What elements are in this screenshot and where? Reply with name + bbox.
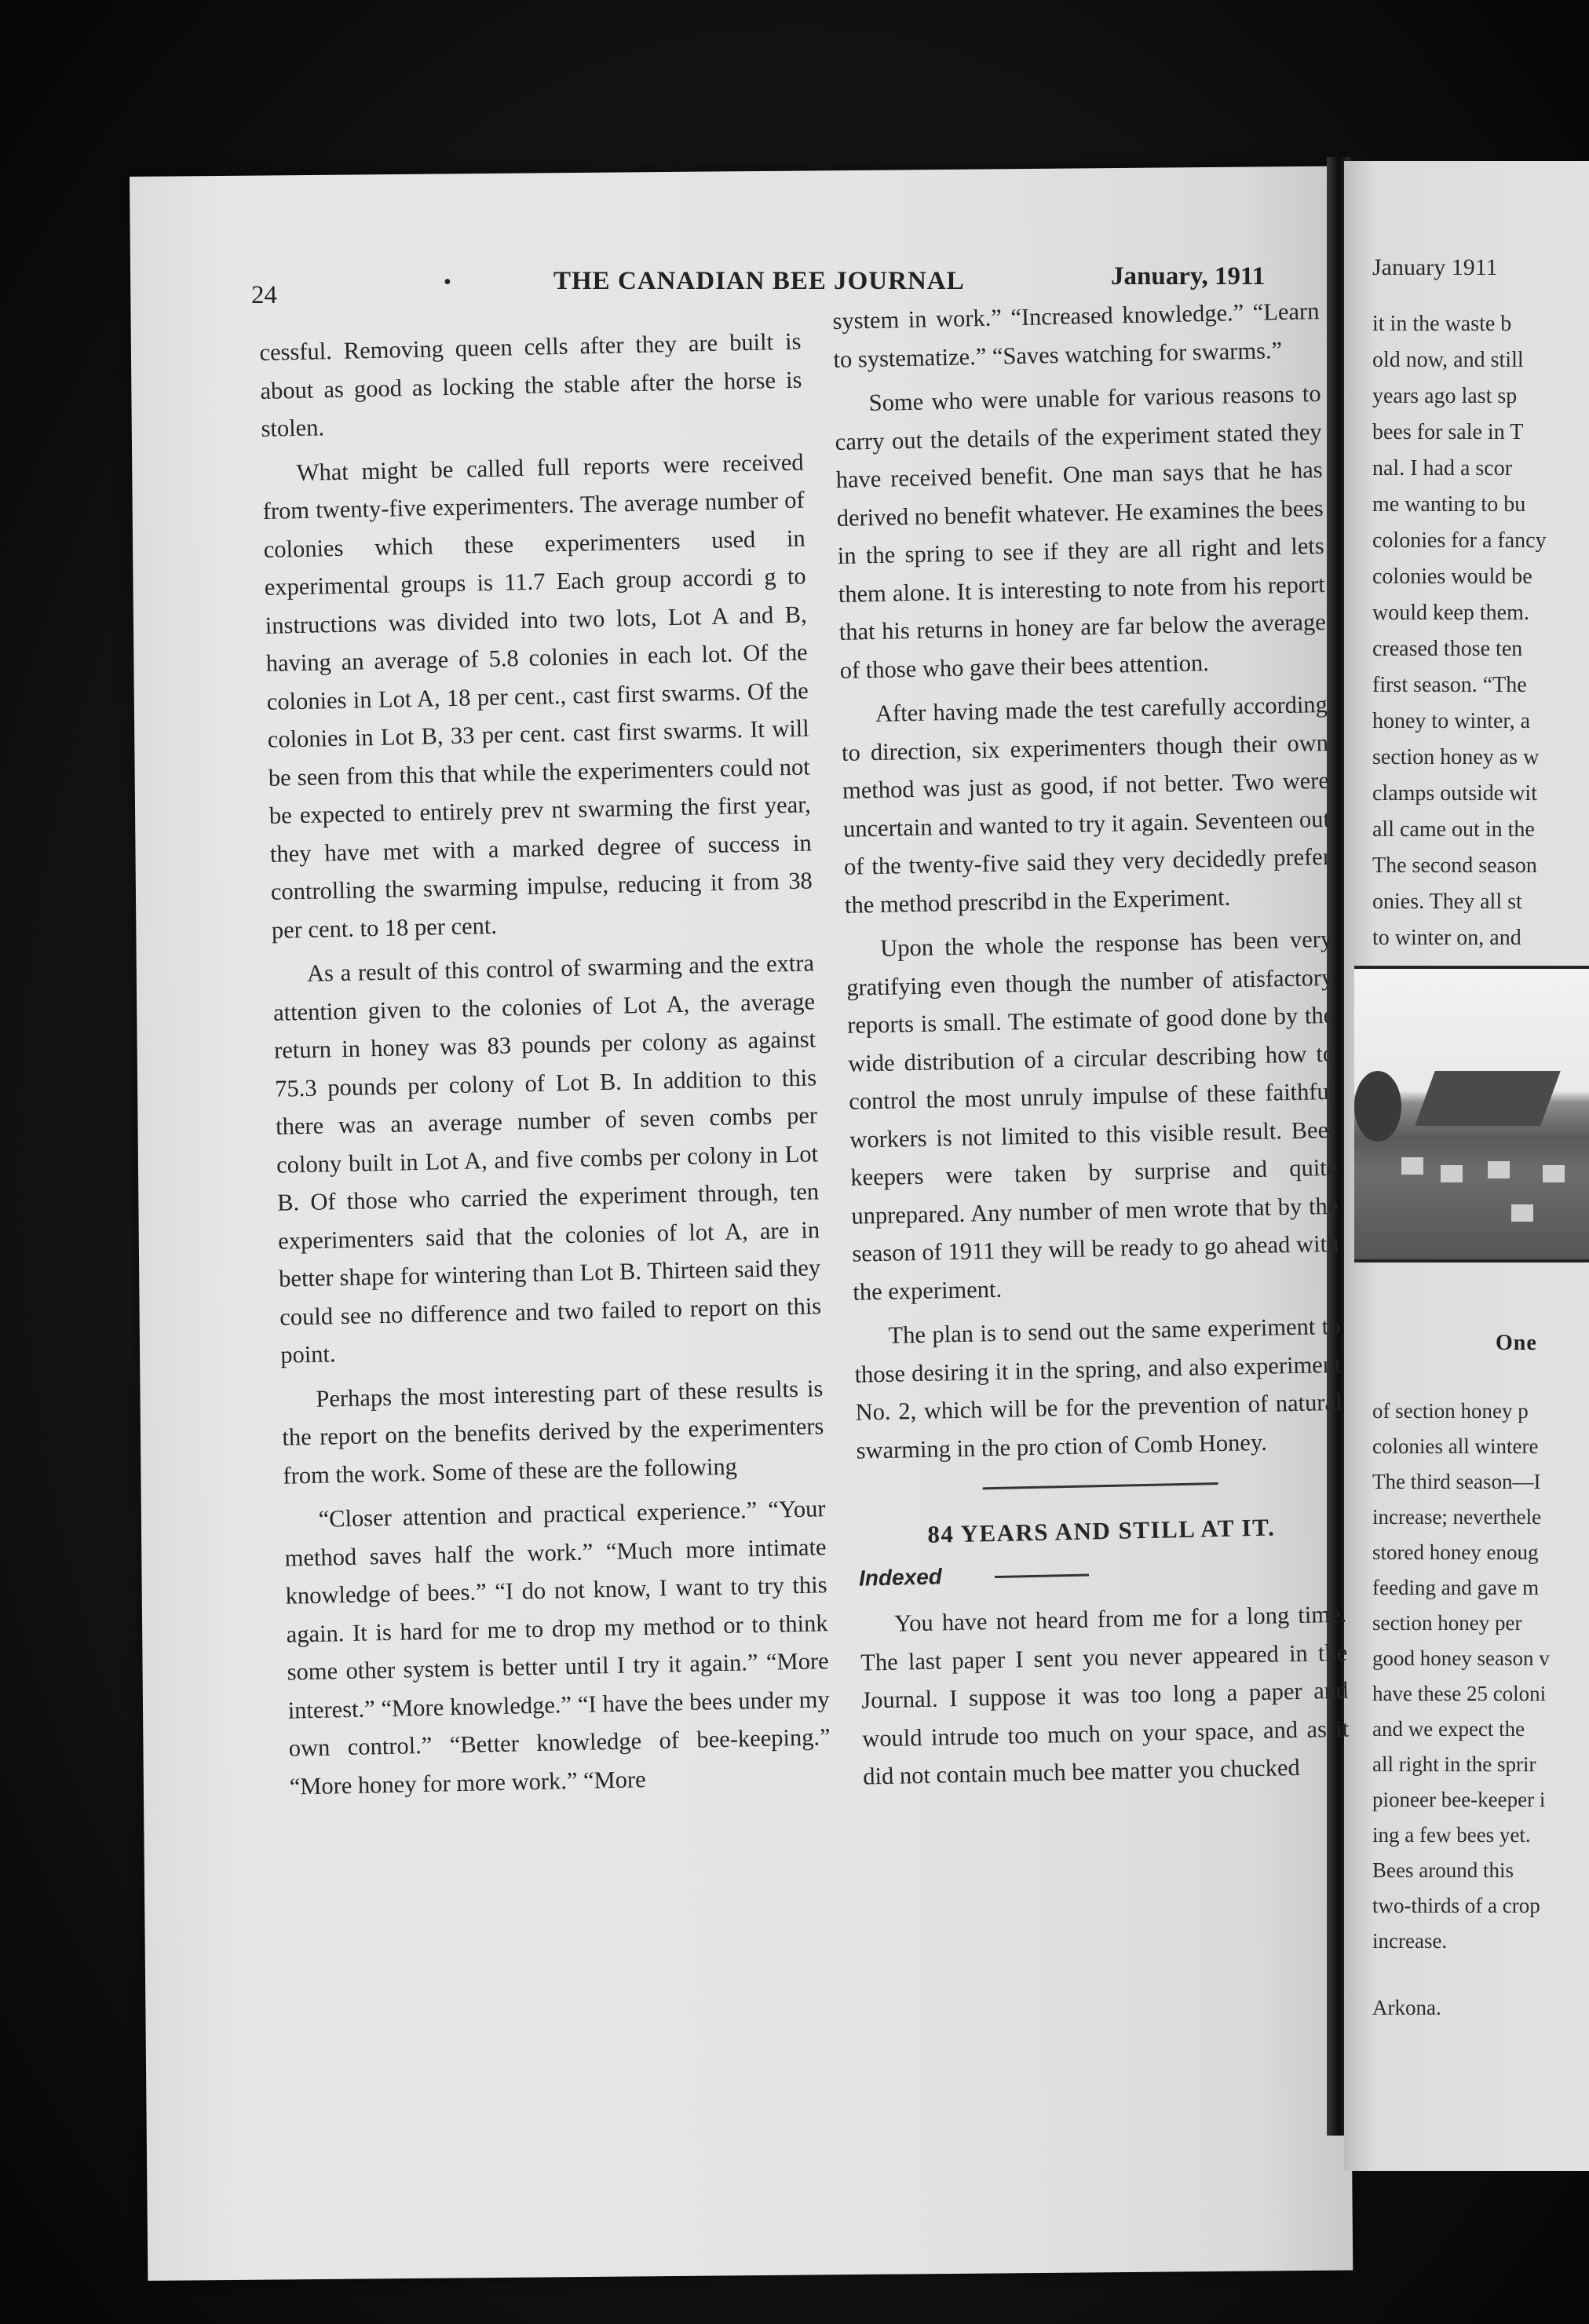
- text-line: of section honey p: [1372, 1399, 1529, 1423]
- right-page-top-text: [1372, 306, 1547, 956]
- text-line: colonies would be: [1372, 565, 1532, 589]
- paragraph: As a result of this control of swarming and the extra attention given to the colonies of Lot A, the average return in honey was 83 pounds per colony as against 75.3 pounds per colony of Lot B. In addition to this there was an average number of seven combs per colony built in Lot A, and five combs per colony in Lot B. Of those who carried the experiment through, ten experimenters said that the colonies of lot A, are in better shape for wintering than Lot B. Thirteen said they could see no difference and two failed to report on this point.: [272, 949, 822, 1368]
- header-dot: •: [444, 270, 451, 294]
- text-line: feeding and gave m: [1372, 1576, 1540, 1599]
- text-line: onies. They all st: [1372, 890, 1522, 914]
- text-line: it in the waste b: [1372, 312, 1512, 336]
- indexed-stamp-row: [859, 1548, 1346, 1597]
- hive-shape: [1488, 1161, 1510, 1178]
- paragraph: You have not heard from me for a long time. The last paper I sent you never appeared in the Journal. I suppose it was too long a paper and would intrude too much on your space, and as it did not contain much bee matter you chucked: [860, 1600, 1350, 1790]
- section-divider: [983, 1482, 1218, 1489]
- hive-shape: [1543, 1165, 1565, 1182]
- journal-title: THE CANADIAN BEE JOURNAL: [553, 267, 965, 295]
- house-roof: [1415, 1071, 1560, 1126]
- text-line: and we expect the: [1372, 1717, 1525, 1741]
- paragraph: Some who were unable for various reasons to carry out the details of the experiment stated they have received benefit. One man says that he has derived no benefit whatever. He examines the bees in the spring to see if they are all right and lets them alone. It is interesting to note from his report that his returns in honey are far below the average of those who gave their bees attention.: [835, 379, 1327, 684]
- text-line: good honey season v: [1372, 1646, 1550, 1670]
- hive-shape: [1401, 1157, 1423, 1175]
- indexed-stamp: Indexed: [858, 1563, 943, 1591]
- text-line: clamps outside wit: [1372, 781, 1537, 806]
- text-line: increase.: [1372, 1929, 1448, 1953]
- text-line: honey to winter, a: [1372, 709, 1531, 733]
- text-line: colonies all wintere: [1372, 1434, 1539, 1458]
- paragraph: “Closer attention and practical experience.” “Your method saves half the work.” “Much more intimate knowledge of bees.” “I do not know, I want to try this again. It is hard for me to drop my method or to think some other system is better until I try it again.” “More interest.” “More knowledge.” “I have the bees under my own control.” “Better knowledge of bee-keeping.” “More honey for more work.” “More: [284, 1495, 831, 1800]
- heading-underline: [995, 1573, 1089, 1578]
- text-line: section honey per: [1372, 1611, 1522, 1635]
- text-line: increase; neverthele: [1372, 1505, 1542, 1529]
- text-line: years ago last sp: [1372, 384, 1518, 408]
- text-line: colonies for a fancy: [1372, 528, 1547, 553]
- text-line: two-thirds of a crop: [1372, 1894, 1540, 1917]
- text-line: first season. “The: [1372, 673, 1527, 697]
- text-line: nal. I had a scor: [1372, 456, 1513, 481]
- article-heading: 84 YEARS AND STILL AT IT.: [927, 1513, 1276, 1548]
- text-line: to winter on, and: [1372, 926, 1521, 950]
- paragraph: system in work.” “Increased knowledge.” “Learn to systematize.” “Saves watching for swarms.”: [832, 298, 1320, 373]
- text-line: me wanting to bu: [1372, 492, 1526, 517]
- text-line: creased those ten: [1372, 637, 1523, 661]
- signoff: Arkona.: [1372, 1996, 1441, 2019]
- right-page-header: January 1911: [1372, 254, 1498, 280]
- right-page-bottom-text: [1372, 1394, 1550, 2026]
- paragraph: cessful. Removing queen cells after they are built is about as good as locking the stable after the horse is stolen.: [259, 327, 802, 442]
- apiary-photo: [1354, 966, 1589, 1262]
- text-line: The second season: [1372, 853, 1537, 878]
- page-number: 24: [251, 281, 277, 309]
- text-line: have these 25 coloni: [1372, 1682, 1547, 1705]
- text-line: all right in the sprir: [1372, 1752, 1536, 1776]
- text-line: pioneer bee-keeper i: [1372, 1788, 1546, 1811]
- text-line: The third season—I: [1372, 1470, 1541, 1493]
- hive-shape: [1511, 1204, 1533, 1222]
- text-line: old now, and still: [1372, 348, 1524, 372]
- text-line: bees for sale in T: [1372, 420, 1524, 444]
- paragraph: The plan is to send out the same experiment to those desiring it in the spring, and also experiment No. 2, which will be for the prevention of natural swarming in the pro ction of Comb Honey.: [854, 1312, 1342, 1464]
- issue-date: January, 1911: [1111, 262, 1266, 290]
- text-line: stored honey enoug: [1372, 1540, 1539, 1564]
- hive-shape: [1441, 1165, 1463, 1182]
- tree-shape: [1354, 1071, 1401, 1142]
- text-line: ing a few bees yet.: [1372, 1823, 1531, 1847]
- right-column: [832, 292, 1350, 1802]
- paragraph: What might be called full reports were received from twenty-five experimenters. The average number of colonies which these experimenters used in experimental groups is 11.7 Each group accordi g to instructions was divided into two lots, Lot A and B, having an average of 5.8 colonies in each lot. Of the colonies in Lot A, 18 per cent., cast first swarms. Of the colonies in Lot B, 33 per cent. cast first swarms. It will be seen from this that while the experimenters could not be expected to entirely prev nt swarming the first year, they have met with a marked degree of success in controlling the swarming impulse, reducing it from 38 per cent. to 18 per cent.: [262, 448, 813, 944]
- paragraph: Perhaps the most interesting part of these results is the report on the benefits derived by the experimenters from the work. Some of these are the following: [282, 1374, 824, 1489]
- left-column: [259, 323, 831, 1812]
- text-line: all came out in the: [1372, 817, 1535, 842]
- text-line: Bees around this: [1372, 1858, 1514, 1882]
- text-line: section honey as w: [1372, 745, 1540, 769]
- photo-caption: One: [1496, 1331, 1537, 1355]
- text-line: would keep them.: [1372, 601, 1529, 625]
- paragraph: After having made the test carefully according to direction, six experimenters though their own method was just as good, if not better. Two were uncertain and wanted to try it again. Seventeen out of the twenty-five said they very decidedly prefer the method prescribd in the Experiment.: [841, 690, 1331, 919]
- paragraph: Upon the whole the response has been very gratifying even though the number of atisfactory reports is small. The estimate of good done by the wide distribution of a circular describing how to control the most unruly impulse of these faithful workers is not limited to this visible result. Bee-keepers were taken by surprise and quite unprepared. Any number of men wrote that by the season of 1911 they will be ready to go ahead with the experiment.: [846, 925, 1339, 1306]
